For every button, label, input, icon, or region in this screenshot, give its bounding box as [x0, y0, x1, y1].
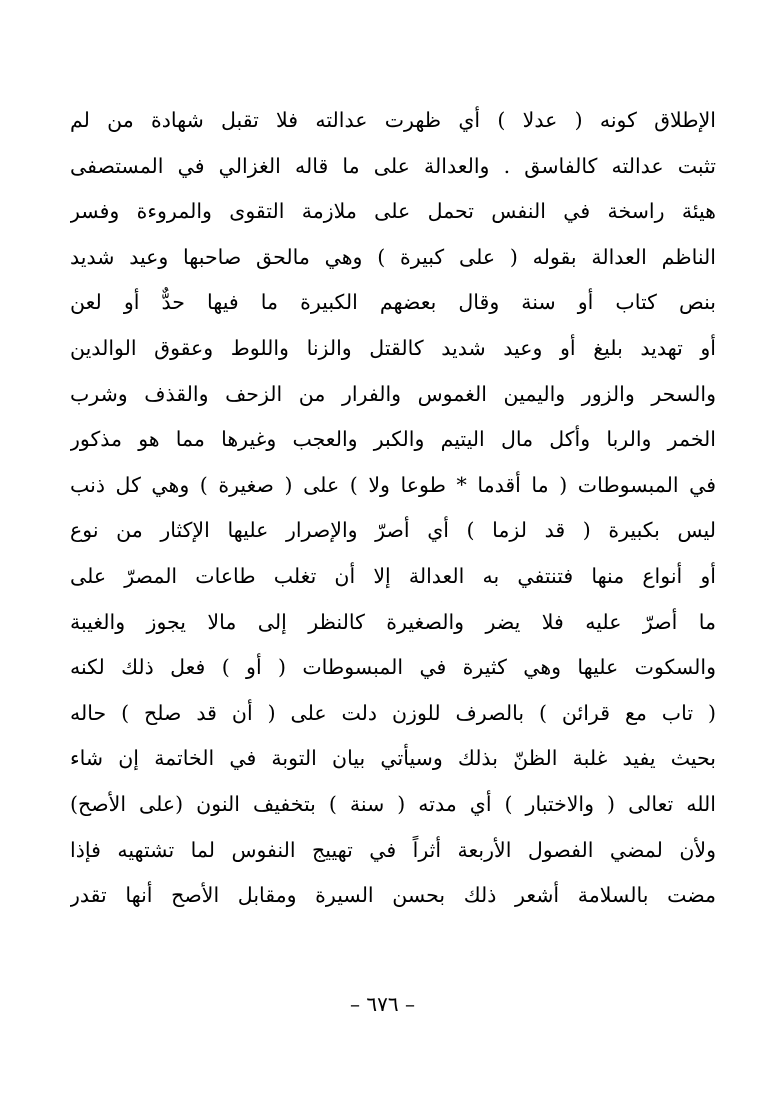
text-line: الإطلاق كونه ( عدلا ) أي ظهرت عدالته فلا تقبل شهادة من لم [70, 108, 716, 132]
text-line: في المبسوطات ( ما أقدما * طوعا ولا ) على ( صغيرة ) وهي كل ذنب [70, 472, 716, 497]
text-line: مضت بالسلامة أشعر ذلك بحسن السيرة ومقابل الأصح أنها تقدر [70, 883, 716, 908]
text-line: ( تاب مع قرائن ) بالصرف للوزن دلت على ( أن قد صلح ) حاله [70, 700, 716, 725]
text-body [70, 98, 716, 919]
text-line: ليس بكبيرة ( قد لزما ) أي أصرّ والإصرار عليها الإكثار من نوع [70, 518, 716, 543]
text-line: الخمر والربا وأكل مال اليتيم والكبر والعجب وغيرها مما هو مذكور [70, 427, 716, 452]
text-line: أو أنواع منها فتنتفي به العدالة إلا أن تغلب طاعات المصرّ على [70, 563, 716, 588]
text-line: ولأن لمضي الفصول الأربعة أثراً في تهييج النفوس لما تشتهيه فإذا [70, 837, 716, 862]
page-number: – ٦٧٦ – [350, 992, 415, 1016]
text-line: الله تعالى ( والاختبار ) أي مدته ( سنة ) بتخفيف النون (على الأصح) [70, 791, 716, 816]
text-line: أو تهديد بليغ أو وعيد شديد كالقتل والزنا واللوط وعقوق الوالدين [70, 335, 716, 360]
text-line: الناظم العدالة بقوله ( على كبيرة ) وهي مالحق صاحبها وعيد شديد [70, 244, 716, 269]
text-line: بنص كتاب أو سنة وقال بعضهم الكبيرة ما فيها حدٌّ أو لعن [70, 290, 716, 315]
text-line: تثبت عدالته كالفاسق . والعدالة على ما قاله الغزالي في المستصفى [70, 153, 716, 178]
text-line: ما أصرّ عليه فلا يضر والصغيرة كالنظر إلى مالا يجوز والغيبة [70, 609, 716, 634]
text-line: هيئة راسخة في النفس تحمل على ملازمة التقوى والمروءة وفسر [70, 199, 716, 224]
text-line: والسحر والزور واليمين الغموس والفرار من الزحف والقذف وشرب [70, 381, 716, 406]
text-line: والسكوت عليها وهي كثيرة في المبسوطات ( أو ) فعل ذلك لكنه [70, 655, 716, 680]
text-line: بحيث يفيد غلبة الظنّ بذلك وسيأتي بيان التوبة في الخاتمة إن شاء [70, 746, 716, 771]
